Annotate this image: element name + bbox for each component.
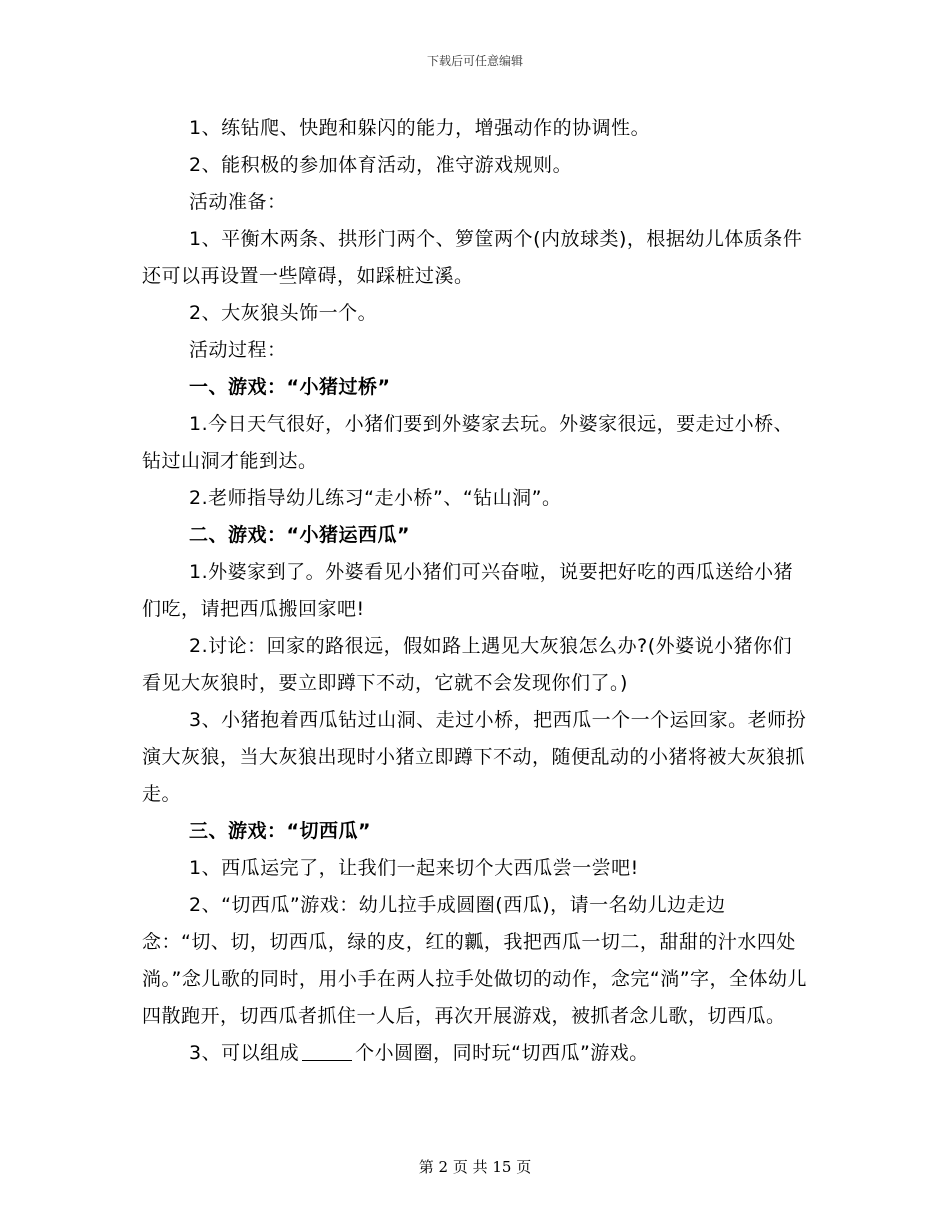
document-body xyxy=(142,110,810,1072)
section-heading: 二、游戏：“小猪运西瓜” xyxy=(189,524,410,546)
paragraph: 1、平衡木两条、拱形门两个、箩筐两个(内放球类)，根据幼儿体质条件还可以再设置一些障碍，如踩桩过溪。 xyxy=(142,228,803,287)
section-heading: 一、游戏：“小猪过桥” xyxy=(189,376,391,398)
section-label: 活动准备： xyxy=(189,191,287,213)
page-header: 下载后可任意编辑 xyxy=(426,54,523,68)
paragraph-text-end: 个小圆圈，同时玩“切西瓜”游戏。 xyxy=(355,1042,649,1064)
paragraph: 1、西瓜运完了，让我们一起来切个大西瓜尝一尝吧! xyxy=(189,857,639,879)
section-label: 活动过程： xyxy=(189,339,287,361)
paragraph xyxy=(142,1035,810,1072)
paragraph: 2.老师指导幼儿练习“走小桥”、“钻山洞”。 xyxy=(189,487,562,509)
paragraph: 2、“切西瓜”游戏：幼儿拉手成圆圈(西瓜)，请一名幼儿边走边念：“切、切，切西瓜，绿的皮，红的瓤，我把西瓜一切二，甜甜的汁水四处淌。”念儿歌的同时，用小手在两人拉手处做切的动作，念完“淌”字，全体幼儿四散跑开，切西瓜者抓住一人后，再次开展游戏，被抓者念儿歌，切西瓜。 xyxy=(142,894,808,1027)
paragraph: 1.外婆家到了。外婆看见小猪们可兴奋啦，说要把好吃的西瓜送给小猪们吃，请把西瓜搬回家吧! xyxy=(142,561,794,620)
section-heading: 三、游戏：“切西瓜” xyxy=(189,820,371,842)
paragraph: 2.讨论：回家的路很远，假如路上遇见大灰狼怎么办?(外婆说小猪你们看见大灰狼时，要立即蹲下不动，它就不会发现你们了。) xyxy=(142,635,793,694)
paragraph-text-start: 3、可以组成 xyxy=(189,1042,300,1064)
page-footer: 第 2 页 共 15 页 xyxy=(418,1158,532,1176)
paragraph: 1、练钻爬、快跑和躲闪的能力，增强动作的协调性。 xyxy=(189,117,651,139)
paragraph: 1.今日天气很好，小猪们要到外婆家去玩。外婆家很远，要走过小桥、钻过山洞才能到达。 xyxy=(142,413,794,472)
paragraph: 2、大灰狼头饰一个。 xyxy=(189,302,378,324)
fill-in-blank xyxy=(302,1042,352,1061)
paragraph: 3、小猪抱着西瓜钻过山洞、走过小桥，把西瓜一个一个运回家。老师扮演大灰狼，当大灰狼出现时小猪立即蹲下不动，随便乱动的小猪将被大灰狼抓走。 xyxy=(142,709,807,805)
paragraph: 2、能积极的参加体育活动，准守游戏规则。 xyxy=(189,154,573,176)
